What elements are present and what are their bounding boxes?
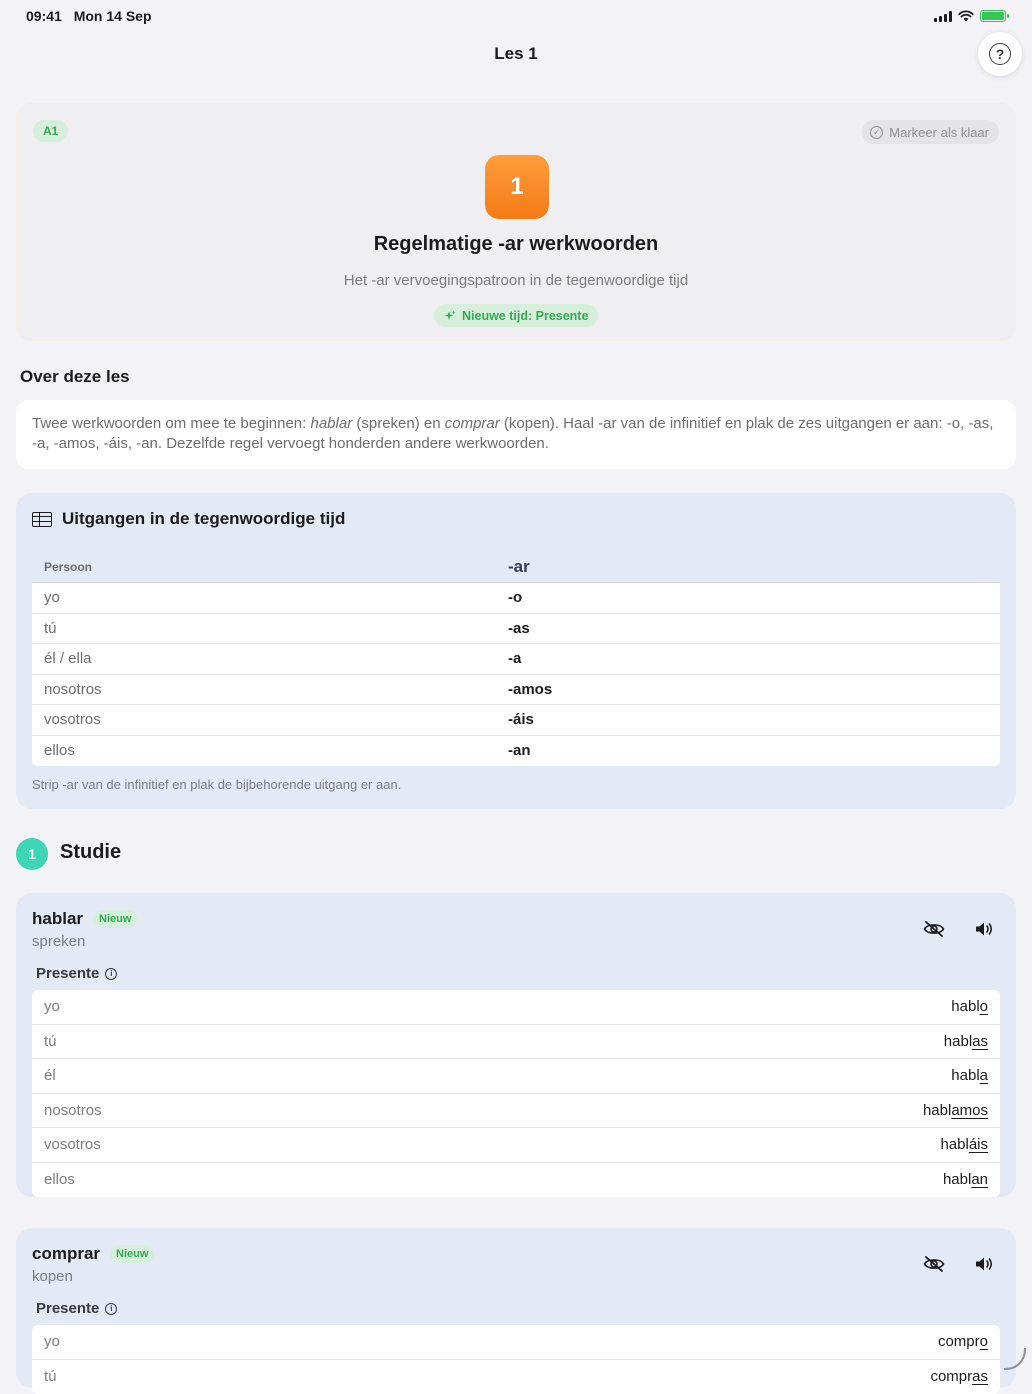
endings-ending: -o — [508, 589, 522, 606]
conjugation-row — [32, 1163, 1000, 1198]
tense-label — [36, 965, 117, 982]
conjugation-ending: amos — [951, 1102, 988, 1119]
verb-card-hablar — [16, 893, 1016, 1197]
battery-icon — [980, 10, 1006, 22]
lesson-number-badge: 1 — [485, 155, 549, 219]
about-text-1: Twee werkwoorden om mee te beginnen: — [32, 415, 311, 432]
conjugation-person: yo — [44, 1333, 60, 1350]
endings-ending: -amos — [508, 681, 552, 698]
conjugation-person: vosotros — [44, 1136, 101, 1153]
conjugation-row — [32, 1360, 1000, 1394]
verb-actions — [918, 1248, 1000, 1280]
conjugation-person: él — [44, 1067, 56, 1084]
page-title: Les 1 — [0, 44, 1032, 64]
play-audio-button[interactable] — [968, 1248, 1000, 1280]
help-button[interactable] — [978, 32, 1022, 76]
hide-answers-button[interactable] — [918, 1248, 950, 1280]
lesson-subtitle: Het -ar vervoegingspatroon in de tegenwoordige tijd — [17, 272, 1015, 289]
endings-row — [32, 614, 1000, 645]
endings-ending: -an — [508, 742, 531, 759]
play-audio-button[interactable] — [968, 913, 1000, 945]
status-time: 09:41 — [26, 8, 62, 24]
verb-actions — [918, 913, 1000, 945]
endings-card — [16, 493, 1016, 809]
eye-slash-icon — [923, 921, 945, 937]
conjugation-person: ellos — [44, 1171, 75, 1188]
endings-column-headers — [32, 551, 1000, 583]
conjugation-form: hablan — [943, 1171, 988, 1188]
new-badge: Nieuw — [93, 910, 137, 928]
endings-person: ellos — [32, 742, 508, 759]
conjugation-table — [32, 1325, 1000, 1394]
endings-row — [32, 644, 1000, 675]
endings-person: yo — [32, 589, 508, 606]
question-mark-icon: ? — [989, 43, 1011, 65]
status-bar — [0, 0, 1032, 32]
endings-person: nosotros — [32, 681, 508, 698]
hide-answers-button[interactable] — [918, 913, 950, 945]
verb-meaning: kopen — [32, 1268, 73, 1285]
conjugation-form: hablamos — [923, 1102, 988, 1119]
conjugation-ending: an — [971, 1171, 988, 1188]
conjugation-form: compras — [930, 1368, 988, 1385]
conjugation-ending: as — [972, 1368, 988, 1385]
endings-title: Uitgangen in de tegenwoordige tijd — [62, 509, 345, 529]
verb-header — [32, 1244, 154, 1264]
endings-ending: -áis — [508, 711, 534, 728]
endings-row — [32, 705, 1000, 736]
verb-name: hablar — [32, 909, 83, 929]
lesson-hero-card — [16, 103, 1016, 341]
tense-label — [36, 1300, 117, 1317]
status-left — [26, 8, 160, 24]
conjugation-person: tú — [44, 1368, 57, 1385]
info-icon[interactable]: i — [105, 1303, 117, 1315]
wifi-icon — [958, 10, 974, 22]
scroll-corner-indicator — [1004, 1348, 1026, 1370]
conjugation-row — [32, 990, 1000, 1025]
sparkles-icon — [444, 310, 456, 322]
column-person: Persoon — [32, 560, 508, 574]
conjugation-ending: áis — [969, 1136, 988, 1153]
checkmark-circle-icon: ✓ — [870, 126, 883, 139]
info-icon[interactable]: i — [105, 968, 117, 980]
about-card — [16, 400, 1016, 469]
study-title: Studie — [60, 841, 121, 864]
status-icons — [934, 10, 1006, 22]
endings-note: Strip -ar van de infinitief en plak de bijbehorende uitgang er aan. — [32, 777, 401, 792]
endings-person: tú — [32, 620, 508, 637]
conjugation-row — [32, 1325, 1000, 1360]
conjugation-ending: a — [980, 1067, 988, 1084]
conjugation-ending: as — [972, 1033, 988, 1050]
conjugation-row — [32, 1025, 1000, 1060]
study-step-badge: 1 — [16, 838, 48, 870]
new-tense-label: Nieuwe tijd: Presente — [462, 309, 588, 323]
conjugation-table — [32, 990, 1000, 1197]
speaker-icon — [974, 1256, 994, 1272]
endings-row — [32, 583, 1000, 614]
endings-ending: -as — [508, 620, 530, 637]
about-heading: Over deze les — [20, 367, 130, 387]
conjugation-form: habla — [951, 1067, 988, 1084]
endings-header — [32, 509, 345, 529]
conjugation-form: hablo — [951, 998, 988, 1015]
level-badge: A1 — [33, 120, 68, 142]
endings-person: él / ella — [32, 650, 508, 667]
verb-header — [32, 909, 137, 929]
mark-done-label: Markeer als klaar — [889, 125, 989, 140]
conjugation-form: compro — [938, 1333, 988, 1350]
endings-row — [32, 736, 1000, 767]
speaker-icon — [974, 921, 994, 937]
conjugation-ending: o — [980, 998, 988, 1015]
mark-done-button[interactable] — [862, 120, 999, 144]
conjugation-row — [32, 1094, 1000, 1129]
new-tense-badge — [434, 304, 598, 327]
conjugation-form: hablas — [944, 1033, 988, 1050]
about-verb-comprar: comprar — [445, 415, 500, 432]
verb-card-comprar — [16, 1228, 1016, 1388]
verb-meaning: spreken — [32, 933, 85, 950]
conjugation-form: habláis — [940, 1136, 988, 1153]
cellular-signal-icon — [934, 11, 952, 22]
conjugation-person: yo — [44, 998, 60, 1015]
verb-name: comprar — [32, 1244, 100, 1264]
endings-ending: -a — [508, 650, 521, 667]
conjugation-row — [32, 1059, 1000, 1094]
about-text-3: (kopen). Haal -ar van de infinitief en plak de zes uitgangen er aan: -o, -as, -a, -amos, -áis, -an. Dezelfde regel vervoegt honderden andere werkwoorden. — [32, 415, 993, 452]
new-badge: Nieuw — [110, 1245, 154, 1263]
conjugation-person: nosotros — [44, 1102, 102, 1119]
endings-person: vosotros — [32, 711, 508, 728]
table-icon — [32, 512, 52, 527]
about-verb-hablar: hablar — [311, 415, 353, 432]
endings-table — [32, 582, 1000, 766]
conjugation-person: tú — [44, 1033, 57, 1050]
eye-slash-icon — [923, 1256, 945, 1272]
about-text-2: (spreken) en — [352, 415, 445, 432]
lesson-title: Regelmatige -ar werkwoorden — [17, 233, 1015, 256]
tense-name: Presente — [36, 965, 99, 982]
tense-name: Presente — [36, 1300, 99, 1317]
conjugation-ending: o — [980, 1333, 988, 1350]
conjugation-row — [32, 1128, 1000, 1163]
endings-row — [32, 675, 1000, 706]
status-date: Mon 14 Sep — [74, 8, 152, 24]
column-ending: -ar — [508, 557, 530, 577]
